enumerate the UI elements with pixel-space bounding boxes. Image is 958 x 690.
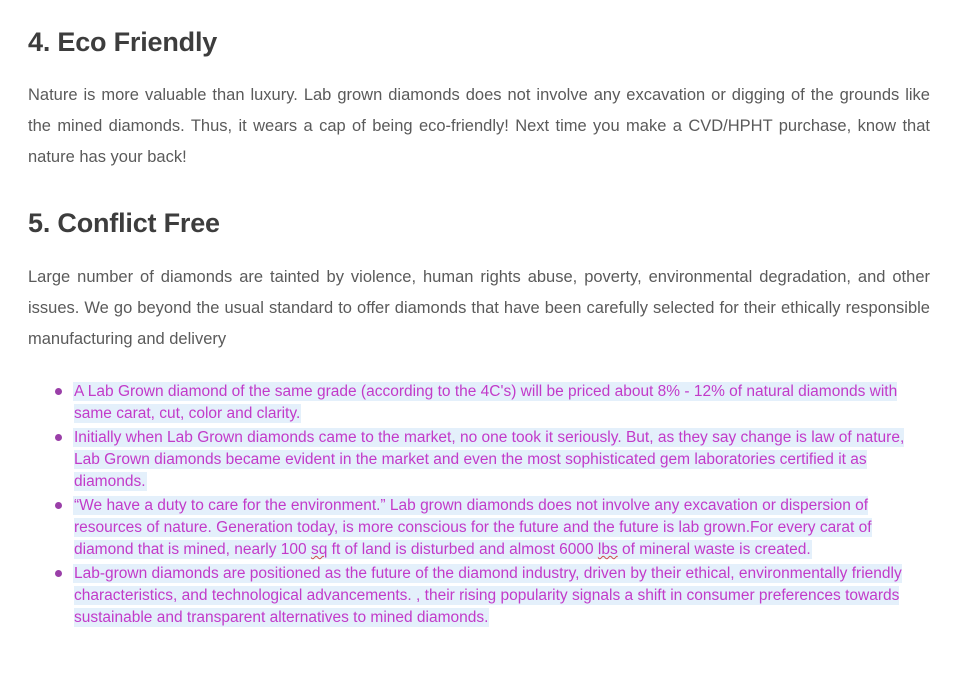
list-item-text: “We have a duty to care for the environment.” Lab grown diamonds does not involve any excavation or dispersion of resources of nature. Generation today, is more conscious for the future and the future is lab grown.For every carat of diamond that is mined, nearly 100 sq ft of land is disturbed and almost 6000 lbs of mineral waste is created.	[74, 496, 872, 558]
list-item	[74, 381, 930, 425]
bullet-list	[28, 381, 930, 629]
bullet-dot-icon	[55, 434, 62, 441]
list-item	[74, 427, 930, 493]
paragraph-conflict-free: Large number of diamonds are tainted by violence, human rights abuse, poverty, environmental degradation, and other issues. We go beyond the usual standard to offer diamonds that have been carefully selected for their ethically responsible manufacturing and delivery	[28, 267, 930, 348]
bullet-dot-icon	[55, 570, 62, 577]
page-title-eco-friendly: 4. Eco Friendly	[28, 27, 218, 57]
paragraph-eco-friendly: Nature is more valuable than luxury. Lab grown diamonds does not involve any excavation or digging of the grounds like the mined diamonds. Thus, it wears a cap of being eco-friendly! Next time you make a CVD/HPHT purchase, know that nature has your back!	[28, 86, 930, 167]
list-item	[74, 563, 930, 629]
bullet-dot-icon	[55, 388, 62, 395]
list-item-text: Initially when Lab Grown diamonds came to the market, no one took it seriously. But, as they say change is law of nature, Lab Grown diamonds became evident in the market and even the most sophisticated gem laboratories certified it as diamonds.	[74, 428, 905, 490]
list-item	[74, 495, 930, 561]
list-item-text: A Lab Grown diamond of the same grade (according to the 4C's) will be priced about 8% - 12% of natural diamonds with same carat, cut, color and clarity.	[74, 382, 898, 422]
page-title-conflict-free: 5. Conflict Free	[28, 208, 220, 239]
list-item-text: Lab-grown diamonds are positioned as the future of the diamond industry, driven by their ethical, environmentally friendly characteristics, and technological advancements. , their rising popularity signals a shift in consumer preferences towards sustainable and transparent alternatives to mined diamonds.	[74, 564, 902, 626]
bullet-dot-icon	[55, 502, 62, 509]
